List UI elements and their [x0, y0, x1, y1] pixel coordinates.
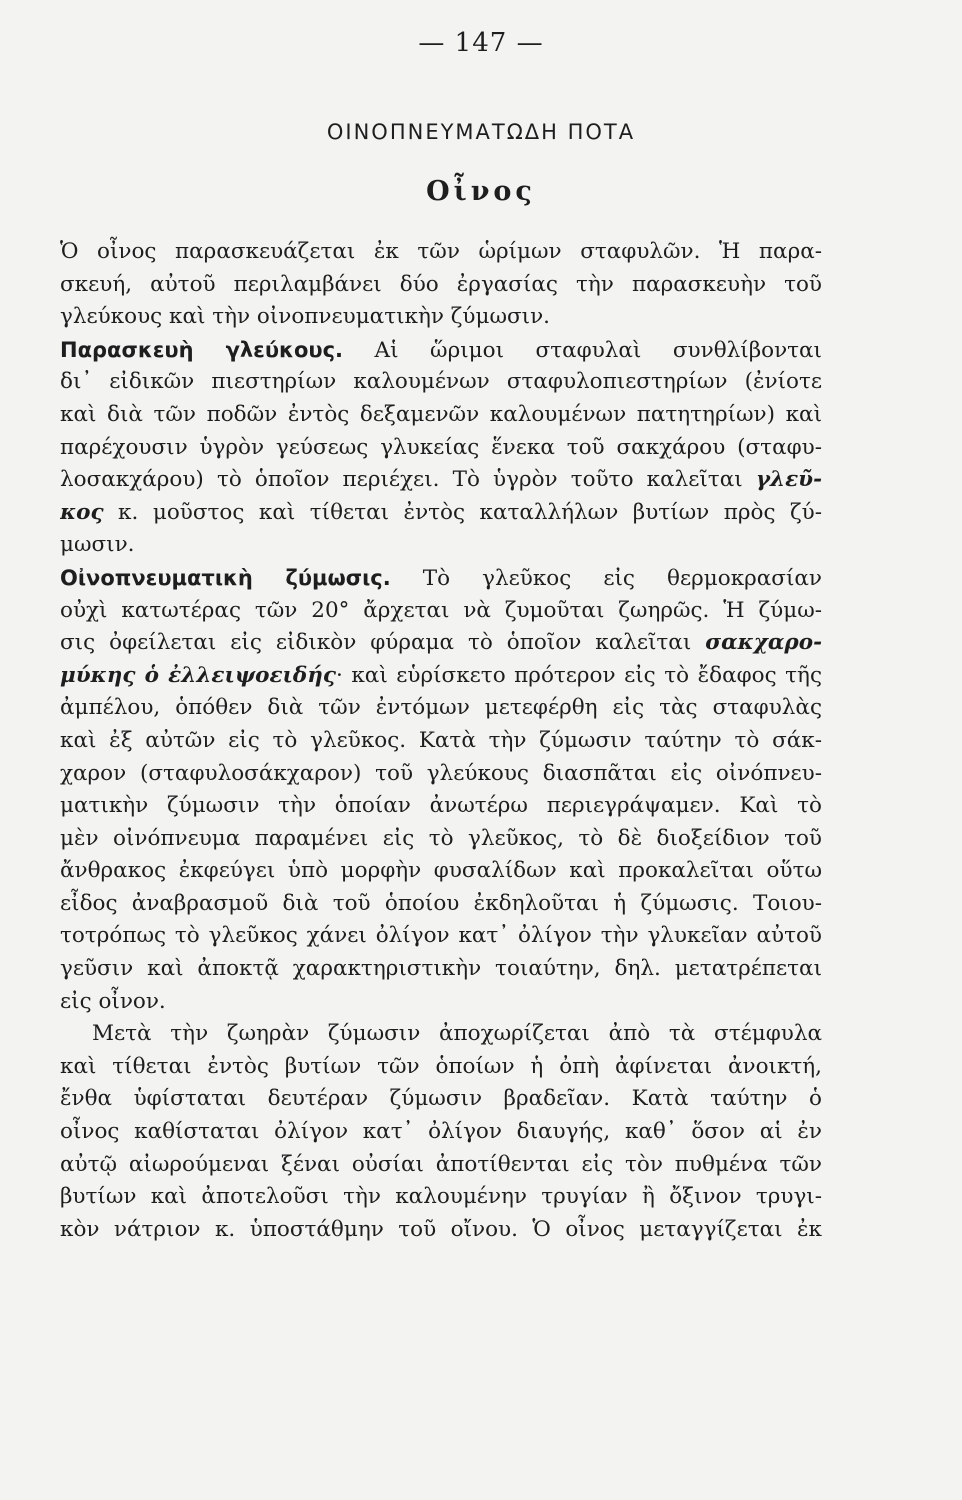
- text-line: [60, 1181, 822, 1214]
- text-line: [60, 399, 822, 432]
- text-run: κ. μοῦστος καὶ τίθεται ἐντὸς καταλλήλων βυτίων πρὸς ζύ-: [103, 499, 822, 525]
- text-line: [60, 1214, 822, 1247]
- text-run: οἶνος καθίσταται ὀλίγον κατ᾿ ὀλίγον διαυγής, καθ᾿ ὅσον αἱ ἐν: [60, 1119, 822, 1145]
- text-run: σκευή, αὐτοῦ περιλαμβάνει δύο ἐργασίας τὴν παρασκευὴν τοῦ: [60, 271, 822, 297]
- text-line: [60, 823, 822, 856]
- text-run: γλεύκους καὶ τὴν οἰνοπνευματικὴν ζύμωσιν.: [60, 304, 550, 330]
- text-line: [60, 301, 822, 334]
- text-line: [60, 1051, 822, 1084]
- text-run: ματικὴν ζύμωσιν τὴν ὁποίαν ἀνωτέρω περιεγράψαμεν. Καὶ τὸ: [60, 793, 822, 819]
- text-run: ἀμπέλου, ὁπόθεν διὰ τῶν ἐντόμων μετεφέρθη εἰς τὰς σταφυλὰς: [60, 695, 822, 721]
- text-run: ἄνθρακος ἐκφεύγει ὑπὸ μορφὴν φυσαλίδων καὶ προκαλεῖται οὕτω: [60, 858, 822, 884]
- text-line: [60, 1116, 822, 1149]
- text-run: Αἱ ὥριμοι σταφυλαὶ συνθλίβονται: [343, 337, 822, 363]
- text-run: · καὶ εὑρίσκετο πρότερον εἰς τὸ ἔδαφος τῆς: [336, 662, 822, 688]
- text-run: μωσιν.: [60, 532, 135, 558]
- text-run: λοσακχάρου) τὸ ὁποῖον περιέχει. Τὸ ὑγρὸν τοῦτο καλεῖται: [60, 467, 756, 493]
- text-line: [60, 595, 822, 628]
- text-line: [60, 692, 822, 725]
- text-line: [60, 1018, 822, 1051]
- text-run: καὶ διὰ τῶν ποδῶν ἐντὸς δεξαμενῶν καλουμένων πατητηρίων) καὶ: [60, 401, 822, 427]
- text-run: τοτρόπως τὸ γλεῦκος χάνει ὀλίγον κατ᾿ ὀλίγον τὴν γλυκεῖαν αὐτοῦ: [60, 923, 822, 949]
- text-run: Τὸ γλεῦκος εἰς θερμοκρασίαν: [390, 565, 822, 591]
- text-line: [60, 269, 822, 302]
- text-line: [60, 529, 822, 562]
- emphasized-term: σακχαρο-: [705, 630, 822, 656]
- text-run: ἔνθα ὑφίσταται δευτέραν ζύμωσιν βραδεῖαν. Κατὰ ταύτην ὁ: [60, 1086, 822, 1112]
- emphasized-term: μύκης ὁ ἐλλειψοειδής: [60, 662, 336, 688]
- text-run: μὲν οἰνόπνευμα παραμένει εἰς τὸ γλεῦκος, τὸ δὲ διοξείδιον τοῦ: [60, 825, 822, 851]
- text-run: Μετὰ τὴν ζωηρὰν ζύμωσιν ἀποχωρίζεται ἀπὸ τὰ στέμφυλα: [92, 1021, 822, 1047]
- text-run: αὐτῷ αἰωρούμεναι ξέναι οὐσίαι ἀποτίθενται εἰς τὸν πυθμένα τῶν: [60, 1151, 822, 1177]
- text-run: οὐχὶ κατωτέρας τῶν 20° ἄρχεται νὰ ζυμοῦται ζωηρῶς. Ἡ ζύμω-: [60, 597, 822, 623]
- emphasized-term: Οἰνοπνευματικὴ ζύμωσις.: [60, 565, 391, 590]
- text-line: [60, 953, 822, 986]
- emphasized-term: Παρασκευὴ γλεύκους.: [60, 337, 343, 362]
- text-line: [60, 888, 822, 921]
- text-line: [60, 334, 822, 367]
- text-line: [60, 790, 822, 823]
- article-title: Οἶνος: [426, 176, 536, 207]
- text-line: [60, 758, 822, 791]
- text-run: βυτίων καὶ ἀποτελοῦσι τὴν καλουμένην τρυγίαν ἢ ὄξινον τρυγι-: [60, 1184, 822, 1210]
- text-line: [60, 986, 822, 1019]
- text-line: [60, 236, 822, 269]
- text-line: [60, 855, 822, 888]
- text-line: [60, 432, 822, 465]
- text-line: [60, 1083, 822, 1116]
- text-run: παρέχουσιν ὑγρὸν γεύσεως γλυκείας ἕνεκα τοῦ σακχάρου (σταφυ-: [60, 434, 822, 460]
- text-line: [60, 366, 822, 399]
- text-run: χαρον (σταφυλοσάκχαρον) τοῦ γλεύκους διασπᾶται εἰς οἰνόπνευ-: [60, 760, 822, 786]
- text-run: εἶδος ἀναβρασμοῦ διὰ τοῦ ὁποίου ἐκδηλοῦται ἡ ζύμωσις. Τοιου-: [60, 890, 822, 916]
- text-line: [60, 725, 822, 758]
- text-line: [60, 920, 822, 953]
- text-line: [60, 1149, 822, 1182]
- text-run: καὶ τίθεται ἐντὸς βυτίων τῶν ὁποίων ἡ ὀπὴ ἀφίνεται ἀνοικτή,: [60, 1053, 822, 1079]
- text-run: κὸν νάτριον κ. ὑποστάθμην τοῦ οἴνου. Ὁ οἶνος μεταγγίζεται ἐκ: [60, 1216, 822, 1242]
- text-run: σις ὀφείλεται εἰς εἰδικὸν φύραμα τὸ ὁποῖον καλεῖται: [60, 630, 706, 656]
- text-run: γεῦσιν καὶ ἀποκτᾷ χαρακτηριστικὴν τοιαύτην, δηλ. μετατρέπεται: [60, 956, 822, 982]
- page-number: — 147 —: [418, 28, 544, 58]
- text-run: εἰς οἶνον.: [60, 988, 166, 1014]
- text-run: δι᾿ εἰδικῶν πιεστηρίων καλουμένων σταφυλοπιεστηρίων (ἐνίοτε: [60, 369, 822, 395]
- text-line: [60, 497, 822, 530]
- body-text: [60, 236, 822, 1246]
- text-line: [60, 660, 822, 693]
- text-line: [60, 464, 822, 497]
- text-line: [60, 627, 822, 660]
- section-heading: ΟΙΝΟΠΝΕΥΜΑΤΩΔΗ ΠΟΤΑ: [326, 120, 636, 144]
- emphasized-term: κος: [60, 499, 104, 525]
- text-line: [60, 562, 822, 595]
- text-run: καὶ ἐξ αὐτῶν εἰς τὸ γλεῦκος. Κατὰ τὴν ζύμωσιν ταύτην τὸ σάκ-: [60, 727, 822, 753]
- text-run: Ὁ οἶνος παρασκευάζεται ἐκ τῶν ὡρίμων σταφυλῶν. Ἡ παρα-: [60, 239, 822, 264]
- emphasized-term: γλεῦ-: [755, 467, 822, 493]
